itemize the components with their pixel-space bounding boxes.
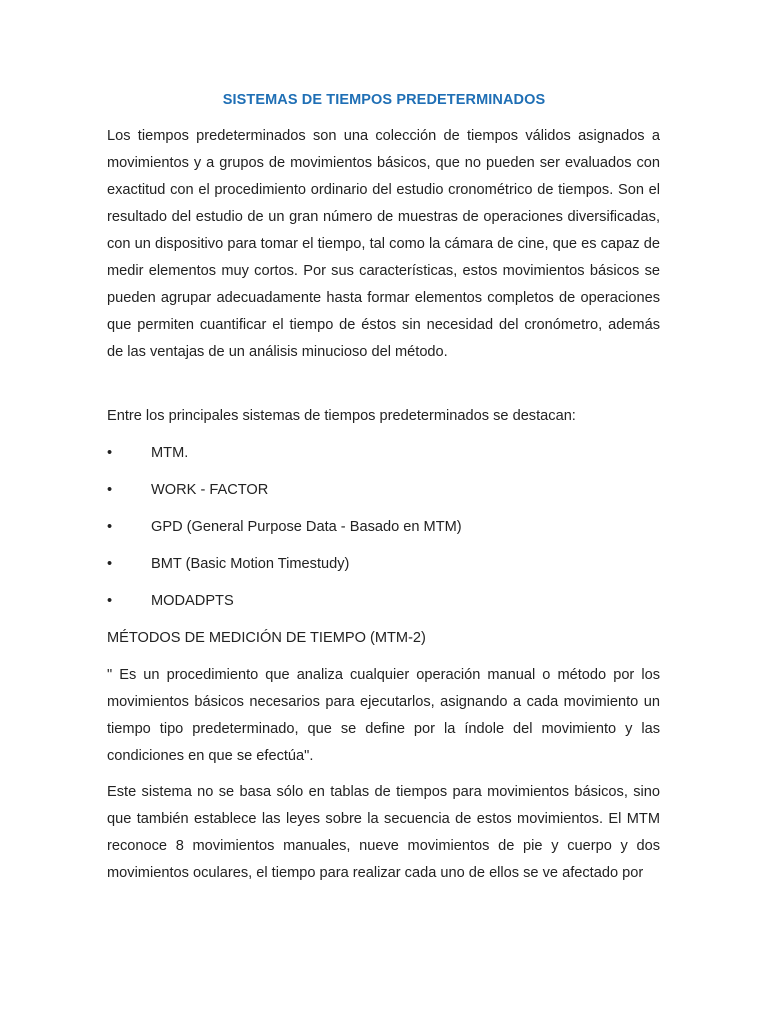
paragraph-mtm-description: Este sistema no se basa sólo en tablas de tiempos para movimientos básicos, sino que también establece las leyes sobre la secuencia de estos movimientos. El MTM reconoce 8 movimientos manuales, nueve movimientos de pie y cuerpo y dos movimientos oculares, el tiempo para realizar cada uno de ellos se ve afectado por — [107, 784, 660, 881]
bullet-icon: • — [107, 445, 113, 461]
bullet-icon: • — [107, 519, 113, 535]
bullet-icon: • — [107, 482, 113, 498]
list-item-text: MTM. — [151, 445, 189, 461]
list-item-text: BMT (Basic Motion Timestudy) — [151, 556, 350, 572]
bullet-icon: • — [107, 593, 113, 609]
paragraph-intro: Los tiempos predeterminados son una colección de tiempos válidos asignados a movimientos y a grupos de movimientos básicos, que no pueden ser evaluados con exactitud con el procedimiento ordinario del estudio cronométrico de tiempos. Son el resultado del estudio de un gran número de muestras de operaciones diversificadas, con un dispositivo para tomar el tiempo, tal como la cámara de cine, que es capaz de medir elementos muy cortos. Por sus características, estos movimientos básicos se pueden agrupar adecuadamente hasta formar elementos completos de operaciones que permiten cuantificar el tiempo de éstos sin necesidad del cronómetro, además de las ventajas de un análisis minucioso del método. — [107, 128, 660, 360]
list-item-text: GPD (General Purpose Data - Basado en MTM) — [151, 519, 462, 535]
list-item-text: WORK - FACTOR — [151, 482, 269, 498]
list-item-text: MODADPTS — [151, 593, 234, 609]
bullet-icon: • — [107, 556, 113, 572]
list-item — [107, 551, 660, 588]
paragraph-mtm-definition: " Es un procedimiento que analiza cualquier operación manual o método por los movimientos básicos necesarios para ejecutarlos, asignando a cada movimiento un tiempo tipo predeterminado, que se define por la índole del movimiento y las condiciones en que se efectúa". — [107, 667, 660, 764]
list-item — [107, 477, 660, 514]
document-title: SISTEMAS DE TIEMPOS PREDETERMINADOS — [222, 92, 546, 108]
paragraph-systems-intro: Entre los principales sistemas de tiempos predeterminados se destacan: — [107, 408, 576, 424]
section-heading-mtm2: MÉTODOS DE MEDICIÓN DE TIEMPO (MTM-2) — [107, 630, 426, 646]
list-item — [107, 514, 660, 551]
list-item — [107, 440, 660, 477]
systems-list — [107, 440, 660, 625]
list-item — [107, 588, 660, 625]
